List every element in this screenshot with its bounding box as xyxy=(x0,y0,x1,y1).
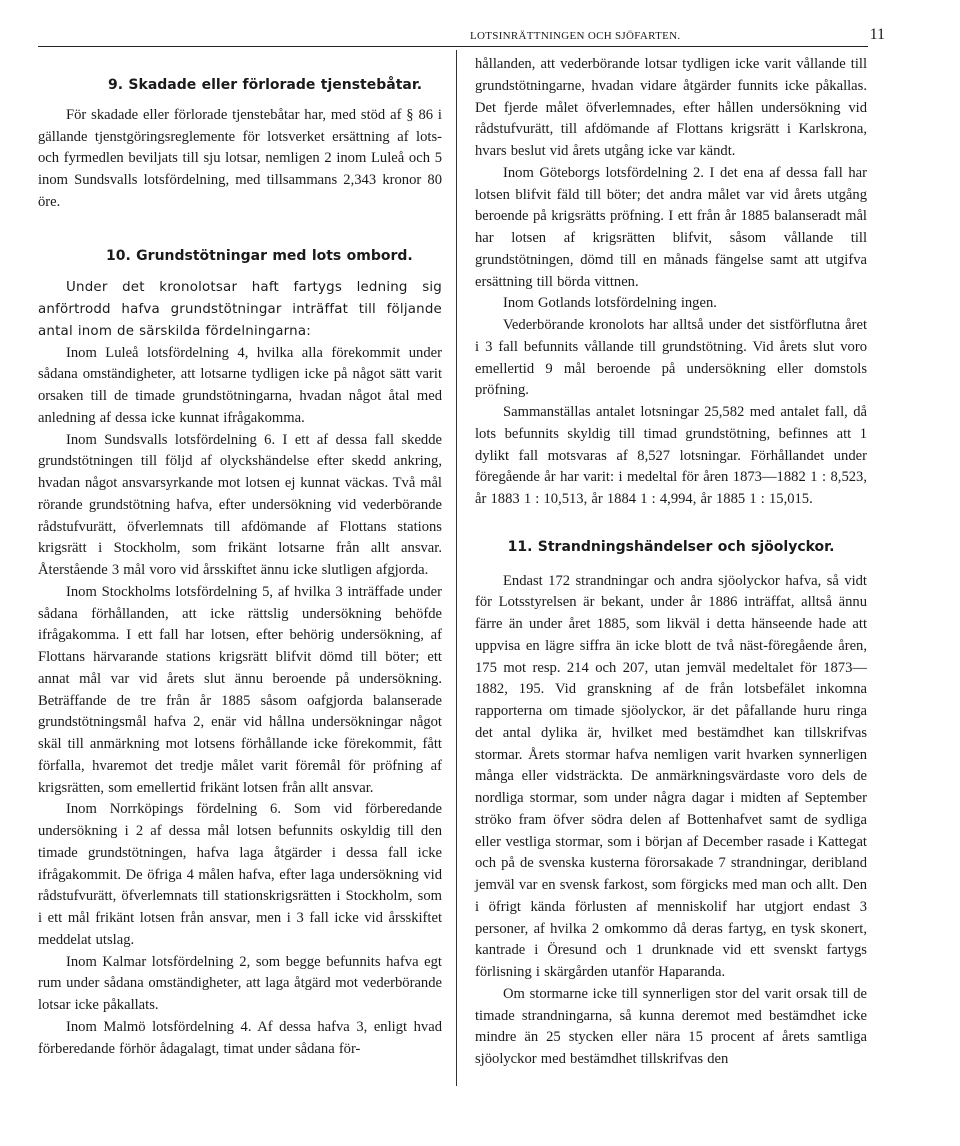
paragraph: hållanden, att vederbörande lotsar tydligen icke varit vållande till grundstötningarne, hvadan vidare åtgärder funnits icke påkallas. Det fjerde målet öfverlemnades, efter hållen undersökning vid rådstufvurätt, till afdömande af Flottans krigsrätt i Karlskrona, hvars beslut vid årets utgång icke var kändt. xyxy=(475,56,867,159)
paragraph: Endast 172 strandningar och andra sjöolyckor hafva, så vidt för Lotsstyrelsen är bekant, under år 1886 inträffat, alltså ännu färre än under året 1885, som likväl i detta hänseende hade att uppvisa en lägre siffra än icke blott de två näst-föregående åren, 175 mot resp. 214 och 207, utan jemväl medeltalet för 1873—1882, 195. Vid granskning af de från lotsbefälet inkomna rapporterna om timade sjöolyckor, är det påfallande huru ringa det antal dylika är, hvilket med bestämdhet kan tillskrifvas stormar. Årets stormar hafva nemligen varit hvarken synnerligen många eller vidsträckta. De anmärkningsvärdaste voro dels de nordliga stormar, som under några dagar i midten af September ströko fram öfver södra delen af Bottenhafvet samt de sydliga eller vestliga stormar, som i början af December rasade i Kattegat och på de svenska kusterna förorsakade 7 strandningar, deribland jemväl var en svensk farkost, som förgicks med man och allt. Den i öfrigt kända förlusten af menniskolif har utgjort endast 3 personer, af hvilka 2 omkommo då deras fartyg, en tysk skonert, kantrade i Öresund och 1 drunknade vid ett svenskt fartygs förlisning i skärgården utanför Haparanda. xyxy=(475,572,867,980)
paragraph: För skadade eller förlorade tjenstebåtar har, med stöd af § 86 i gällande tjenstgöringsreglemente för lotsverket ersättning af lots- och fyrmedlen beviljats till sju lotsar, nemligen 2 inom Luleå och 5 inom Sundsvalls lotsfördelning, med tillsammans 2,343 kronor 80 öre. xyxy=(38,106,442,210)
left-column xyxy=(38,54,442,1060)
paragraph: Sammanställas antalet lotsningar 25,582 med antalet fall, då lots befunnits skyldig till timad grundstötning, befinnes att 1 dylikt fall motsvaras af 8,527 lotsningar. Förhållandet under föregående år har varit: i medeltal för åren 1873—1882 1 : 8,523, år 1883 1 : 10,513, år 1884 1 : 4,994, år 1885 1 : 15,015. xyxy=(475,404,867,507)
page-number: 11 xyxy=(869,26,885,43)
section-heading-9: 9. Skadade eller förlorade tjenstebåtar. xyxy=(108,77,423,93)
paragraph: Inom Gotlands lotsfördelning ingen. xyxy=(503,295,717,312)
running-title: LOTSINRÄTTNINGEN OCH SJÖFARTEN. xyxy=(470,30,681,42)
paragraph: Under det kronolotsar haft fartygs ledning sig anförtrodd hafva grundstötningar inträffat till följande antal inom de särskilda fördelningarna: xyxy=(38,280,442,339)
section-heading-10: 10. Grundstötningar med lots ombord. xyxy=(106,247,413,264)
section-heading-11: 11. Strandningshändelser och sjöolyckor. xyxy=(507,538,835,555)
paragraph: Inom Kalmar lotsfördelning 2, som begge befunnits hafva egt rum under sådana omständigheter, att laga åtgärd mot vederbörande lotsar icke påkallats. xyxy=(38,953,442,1013)
paragraph: Inom Göteborgs lotsfördelning 2. I det ena af dessa fall har lotsen blifvit fäld till böter; det andra målet var vid årets utgång beroende på krigsrätts pröfning. I ett från år 1885 balanseradt mål har lotsen af krigsrätten blifvit, såsom vållande till grundstötningen, dömd till en månads fängelse samt att utgifva ersättning till börda vittnen. xyxy=(475,164,867,290)
paragraph: Inom Stockholms lotsfördelning 5, af hvilka 3 inträffade under sådana förhållanden, att icke rättslig undersökning behöfde ifrågakomma. I ett fall har lotsen, efter behörig undersökning, af Flottans härvarande stations krigsrätt blifvit dömd till böter; ett annat mål var vid årets slut ännu beroende på undersökning. Beträffande de tre från år 1885 såsom oafgjorda balanserade grundstötningsmål hafva 2, enär vid hållna undersökningar något skäl till anmärkning mot lotsens förhållande icke förekommit, fått förfalla, hvaremot det tredje målet varit föremål för pröfning af krigsrätten, som emellertid frikänt lotsen från allt ansvar. xyxy=(38,583,442,796)
spacer xyxy=(38,54,442,75)
paragraph: Vederbörande kronolots har alltså under det sistförflutna året i 3 fall befunnits vållande till grundstötning. Vid årets slut voro emellertid 9 mål beroende på undersökning eller domstols pröfning. xyxy=(475,317,867,399)
header-rule xyxy=(38,46,868,47)
paragraph: Inom Malmö lotsfördelning 4. Af dessa hafva 3, enligt hvad förberedande förhör ådagalagt, timat under sådana för- xyxy=(38,1018,442,1057)
paragraph: Inom Norrköpings fördelning 6. Som vid förberedande undersökning i 2 af dessa mål lotsen befunnits oskyldig till den timade grundstötningen, hafva laga åtgärder i dessa fall icke ifrågakommit. De öfriga 4 målen hafva, efter laga undersökning vid rådstufvurätt, öfverlemnats till stationskrigsrätten i Stockholm, som i ett mål frikänt lotsen från ansvar, men i 3 fall icke vid årsskiftet meddelat utslag. xyxy=(38,801,442,948)
right-column xyxy=(475,54,867,1071)
paragraph: Om stormarne icke till synnerligen stor del varit orsak till de timade strandningarna, så kunna deremot med bestämdhet icke mindre än 25 stycken eller nära 15 procent af årets samtliga sjöolyckor med bestämdhet tillskrifvas den xyxy=(475,985,867,1067)
paragraph: Inom Luleå lotsfördelning 4, hvilka alla förekommit under sådana omständigheter, att lotsarne tydligen icke på något sätt varit orsaken till de timade grundstötningarna, hvadan något åtal med anledning af dessa icke kunnat ifrågakomma. xyxy=(38,344,442,426)
paragraph: Inom Sundsvalls lotsfördelning 6. I ett af dessa fall skedde grundstötningen till följd af olyckshändelse efter skedd ankring, hvadan något ansvarsyrkande mot lotsen ej kunnat väckas. Två mål rörande grundstötning hafva, efter undersökning vid vederbörande rådstufvurätt, öfverlemnats till afdömande af Flottans stations krigsrätt i Stockholm, som frikänt lotsarne från allt ansvar. Återstående 3 mål voro vid årsskiftet ännu icke slutligen afgjorda. xyxy=(38,431,442,578)
column-divider xyxy=(456,50,457,1086)
